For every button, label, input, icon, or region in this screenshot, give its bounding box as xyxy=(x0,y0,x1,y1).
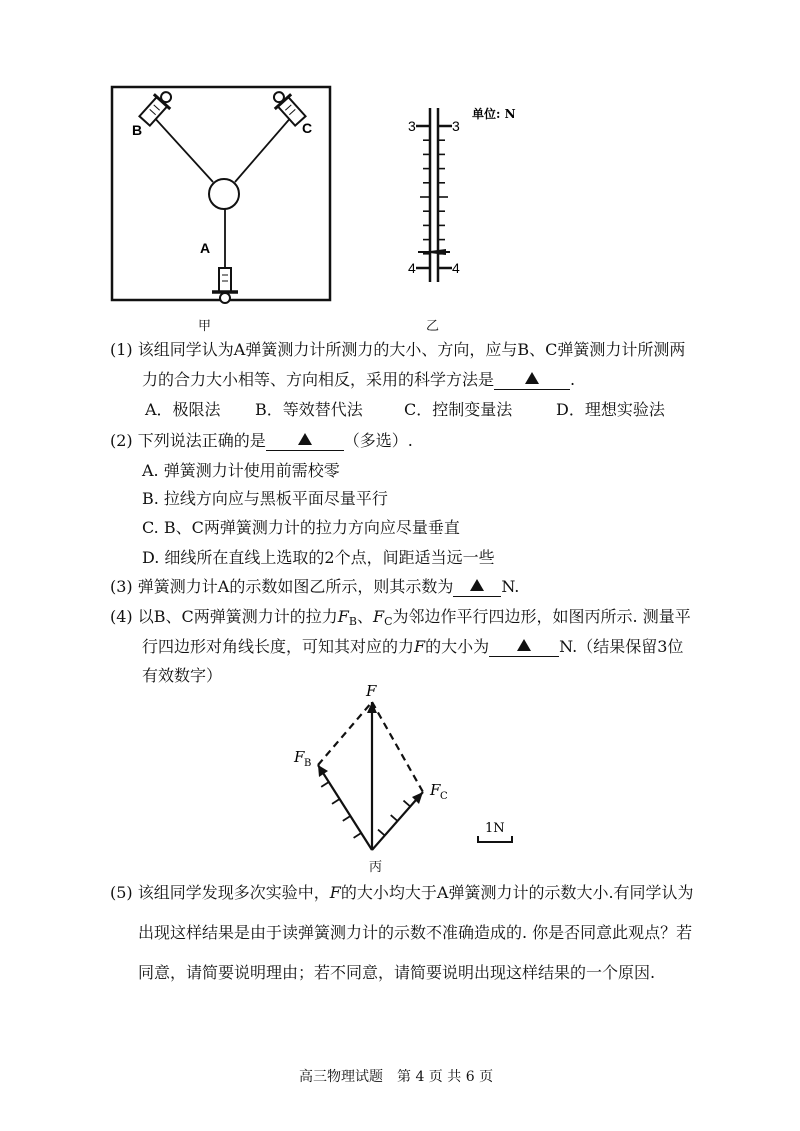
q1-option-c: C．控制变量法 xyxy=(404,400,513,419)
q2-number: (2) xyxy=(110,431,133,450)
caption-bing: 丙 xyxy=(369,860,383,875)
q1-answer-blank[interactable] xyxy=(494,371,570,390)
spring-scale-a-icon xyxy=(212,268,238,303)
q1-option-a: A．极限法 xyxy=(145,400,221,419)
unit-tick xyxy=(378,830,385,836)
label-a: A xyxy=(200,240,211,256)
q4-fb: F xyxy=(337,607,349,626)
figure-bing xyxy=(290,680,530,875)
q2-answer-blank[interactable] xyxy=(266,432,344,451)
tick-label-top-left: 3 xyxy=(408,118,416,134)
q4-fc-sub: C xyxy=(384,615,393,628)
label-fc-sub: C xyxy=(440,791,448,802)
label-b: B xyxy=(132,122,143,138)
label-f: F xyxy=(366,682,377,700)
scale-ticks xyxy=(416,126,452,268)
q3-number: (3) xyxy=(110,577,133,596)
q4-line1 xyxy=(110,607,691,632)
q2-suffix: （多选）. xyxy=(343,431,413,450)
spring-scale-b-icon xyxy=(136,86,177,128)
string-b xyxy=(152,115,213,182)
tick-label-bottom-right: 4 xyxy=(452,260,460,276)
q2-text: 下列说法正确的是 xyxy=(137,431,266,450)
q4-f: F xyxy=(414,637,426,656)
ring xyxy=(209,179,239,209)
q4-answer-blank[interactable] xyxy=(489,638,559,657)
q4-text-2c: N.（结果保留3位 xyxy=(559,637,684,656)
q2-option-d: D. 细线所在直线上选取的2个点，间距适当远一些 xyxy=(142,548,495,567)
figure-yi xyxy=(400,100,530,290)
q3-answer-blank[interactable] xyxy=(453,578,501,597)
q4-text-1a: 以B、C两弹簧测力计的拉力 xyxy=(137,607,338,626)
q3-line xyxy=(110,577,519,597)
caption-jia: 甲 xyxy=(198,319,212,334)
dashed-side-left xyxy=(318,702,372,765)
q4-text-2a: 行四边形对角线长度，可知其对应的力 xyxy=(142,637,415,656)
string-c xyxy=(235,115,293,182)
q1-end: . xyxy=(570,370,576,389)
q2-option-c: C. B、C两弹簧测力计的拉力方向应尽量垂直 xyxy=(142,518,460,537)
q1-number: (1) xyxy=(110,340,133,359)
q3-end: N. xyxy=(501,577,520,596)
scale-label: 1N xyxy=(485,821,505,836)
triangle-icon xyxy=(470,579,484,591)
q4-sep: 、 xyxy=(356,607,373,626)
label-fb: F xyxy=(294,748,305,766)
label-c: C xyxy=(302,120,313,136)
label-fb-sub: B xyxy=(304,758,312,769)
q1-text-2: 力的合力大小相等、方向相反，采用的科学方法是 xyxy=(142,370,495,389)
q1-text-1: 该组同学认为A弹簧测力计所测力的大小、方向，应与B、C弹簧测力计所测两 xyxy=(137,340,686,359)
q1-line1 xyxy=(110,340,685,360)
q4-number: (4) xyxy=(110,607,133,626)
q5-line1 xyxy=(110,883,694,903)
q1-option-d: D．理想实验法 xyxy=(556,400,665,419)
q5-f: F xyxy=(329,883,341,902)
triangle-icon xyxy=(517,639,531,651)
q3-text: 弹簧测力计A的示数如图乙所示，则其示数为 xyxy=(137,577,454,596)
arrow-fb-icon xyxy=(318,765,328,777)
q2-option-b: B. 拉线方向应与黑板平面尽量平行 xyxy=(142,489,388,508)
q2-stem xyxy=(110,431,413,451)
q4-fb-sub: B xyxy=(348,615,357,628)
unit-tick xyxy=(332,799,340,804)
q2-option-a: A. 弹簧测力计使用前需校零 xyxy=(142,461,340,480)
q5-line2: 出现这样结果是由于读弹簧测力计的示数不准确造成的. 你是否同意此观点？若 xyxy=(138,923,693,942)
scale-bar xyxy=(478,836,512,842)
q4-text-2b: 的大小为 xyxy=(425,637,490,656)
page-footer: 高三物理试题 第 4 页 共 6 页 xyxy=(299,1069,494,1085)
q4-line2 xyxy=(142,637,683,657)
tick-label-top-right: 3 xyxy=(452,118,460,134)
unit-tick xyxy=(391,815,398,821)
triangle-icon xyxy=(298,433,312,445)
q1-option-b: B．等效替代法 xyxy=(255,400,363,419)
dashed-side-right xyxy=(372,702,423,792)
q4-fc: F xyxy=(373,607,385,626)
unit-tick xyxy=(343,816,351,821)
unit-tick xyxy=(321,782,329,787)
q4-line3: 有效数字） xyxy=(142,666,223,685)
q5-text-1a: 该组同学发现多次实验中， xyxy=(137,883,330,902)
q5-number: (5) xyxy=(110,883,133,902)
unit-label: 单位: N xyxy=(472,107,516,121)
tick-label-bottom-left: 4 xyxy=(408,260,416,276)
figure-jia xyxy=(110,85,335,305)
q5-line3: 同意，请简要说明理由；若不同意，请简要说明出现这样结果的一个原因. xyxy=(138,963,656,982)
label-fc: F xyxy=(430,781,441,799)
triangle-icon xyxy=(525,372,539,384)
q4-text-1b: 为邻边作平行四边形，如图丙所示. 测量平 xyxy=(392,607,691,626)
unit-tick xyxy=(354,833,362,838)
q5-text-1b: 的大小均大于A弹簧测力计的示数大小.有同学认为 xyxy=(340,883,694,902)
unit-tick xyxy=(403,801,410,807)
vector-fb xyxy=(318,765,372,850)
caption-yi: 乙 xyxy=(426,319,440,334)
q1-line2 xyxy=(142,370,575,390)
